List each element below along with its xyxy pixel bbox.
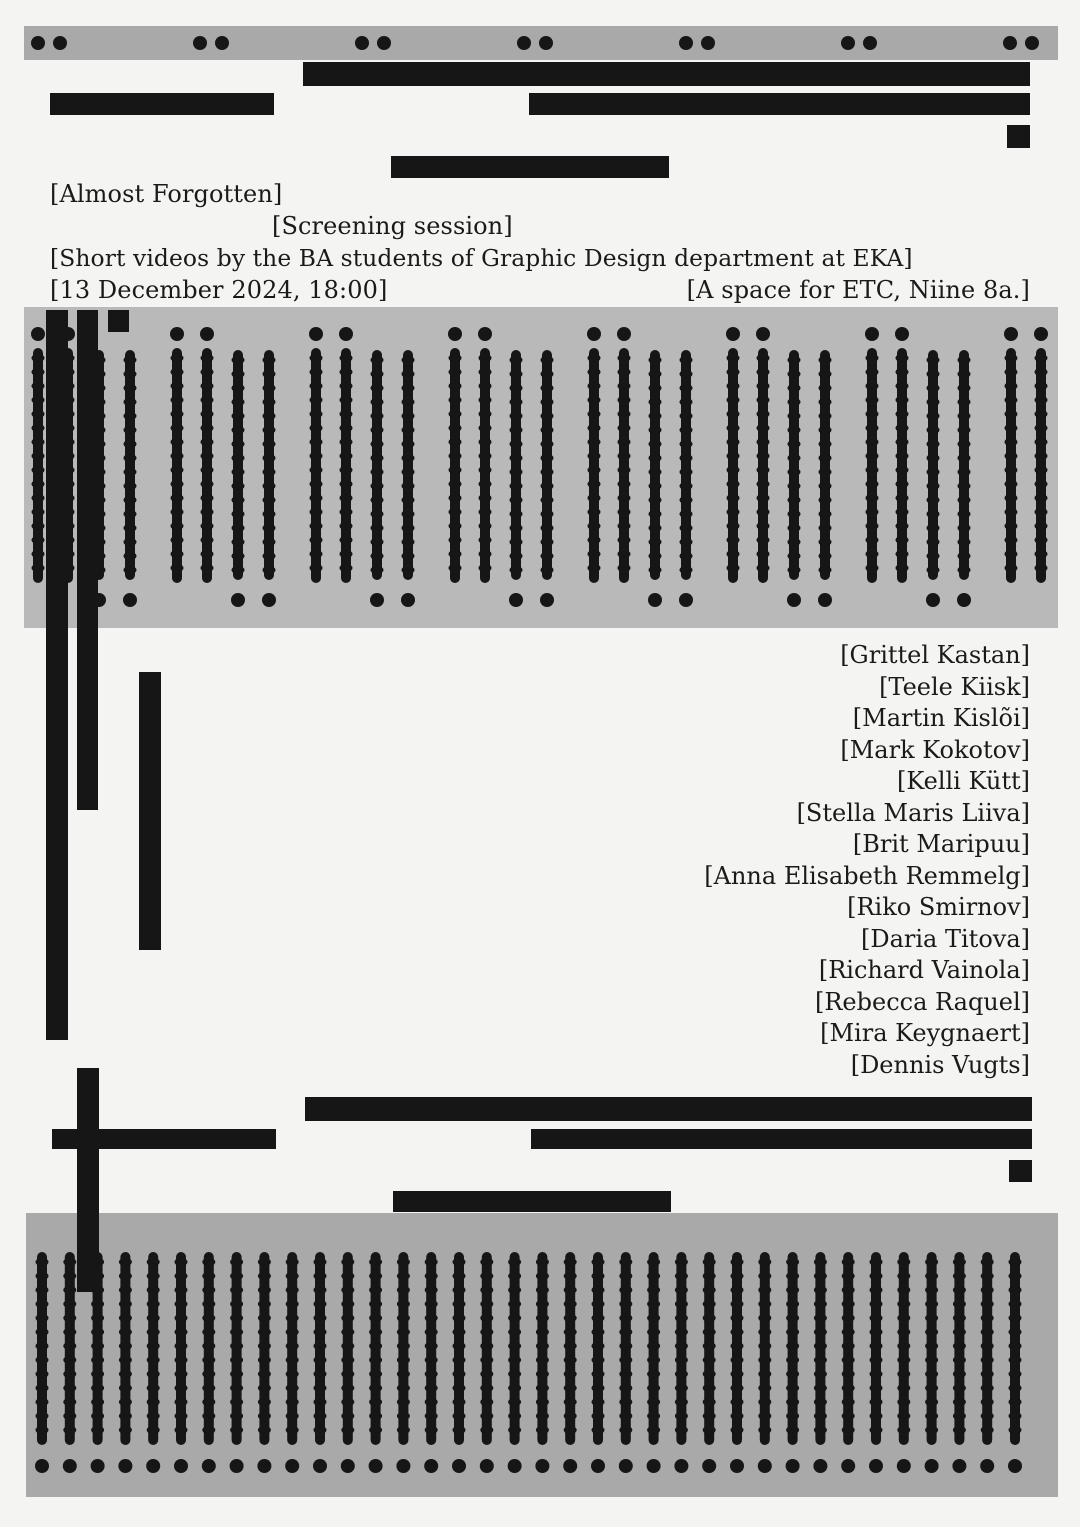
beaded-bar (896, 348, 909, 583)
band-dot (146, 1459, 160, 1473)
band-dot (702, 1459, 716, 1473)
strip-dot (215, 36, 229, 50)
band-dot (1034, 327, 1048, 341)
band-dot (1004, 327, 1018, 341)
band-dot (786, 1459, 800, 1473)
beaded-bar (680, 350, 693, 580)
beaded-bar (647, 1252, 660, 1445)
band-dot (952, 1459, 966, 1473)
band-dot (813, 1459, 827, 1473)
band-dot (897, 1459, 911, 1473)
beaded-bar (508, 1252, 521, 1445)
event-date: [13 December 2024, 18:00] (50, 276, 388, 304)
strip-dot (679, 36, 693, 50)
beaded-bar (541, 350, 554, 580)
event-subtitle: [Screening session] (272, 212, 513, 240)
student-name: [Mark Kokotov] (840, 735, 1030, 764)
beaded-bar (171, 348, 184, 583)
beaded-bar (649, 350, 662, 580)
student-name: [Anna Elisabeth Remmelg] (704, 861, 1030, 890)
beaded-bar (175, 1252, 188, 1445)
band-dot (480, 1459, 494, 1473)
student-name: [Grittel Kastan] (840, 641, 1030, 669)
strip-dot (31, 36, 45, 50)
band-dot (123, 593, 137, 607)
band-dot (91, 1459, 105, 1473)
band-dot (563, 1459, 577, 1473)
vertical-bar-4 (77, 1068, 99, 1292)
beaded-bar (1009, 1252, 1022, 1445)
student-name: [Richard Vainola] (818, 956, 1030, 984)
vertical-square (108, 310, 129, 332)
band-dot (63, 1459, 77, 1473)
student-name: [Martin Kislõi] (852, 704, 1030, 732)
strip-dot (1025, 36, 1039, 50)
beaded-bar (866, 348, 879, 583)
beaded-bar (786, 1252, 799, 1445)
strip-dot (1003, 36, 1017, 50)
beaded-bar (32, 348, 45, 583)
beaded-bar (842, 1252, 855, 1445)
strip-dot (193, 36, 207, 50)
beaded-bar (340, 348, 353, 583)
strip-dot (53, 36, 67, 50)
band-dot (339, 327, 353, 341)
beaded-bar (314, 1252, 327, 1445)
band-dot (869, 1459, 883, 1473)
beaded-bar (230, 1252, 243, 1445)
band-dot (648, 593, 662, 607)
student-name: [Teele Kiisk] (879, 672, 1030, 701)
beaded-bar (402, 350, 415, 580)
beaded-bar (480, 1252, 493, 1445)
student-name: [Brit Maripuu] (852, 830, 1030, 858)
band-dot (1008, 1459, 1022, 1473)
strip-dot (863, 36, 877, 50)
band-dot (591, 1459, 605, 1473)
band-dot (309, 327, 323, 341)
beaded-bar (564, 1252, 577, 1445)
beaded-bar (258, 1252, 271, 1445)
beaded-bar (1035, 348, 1048, 583)
band-dot (726, 327, 740, 341)
vertical-bar-2 (77, 310, 98, 810)
band-dot (202, 1459, 216, 1473)
student-name: [Riko Smirnov] (847, 893, 1030, 921)
band-dot (118, 1459, 132, 1473)
band-dot (619, 1459, 633, 1473)
band-dot (231, 593, 245, 607)
beaded-bar (757, 348, 770, 583)
beaded-bar (925, 1252, 938, 1445)
beaded-bar (232, 350, 245, 580)
beaded-bar (870, 1252, 883, 1445)
band-dot (957, 593, 971, 607)
beaded-bar (453, 1252, 466, 1445)
strip-dot (377, 36, 391, 50)
band-dot (679, 593, 693, 607)
band-dot (647, 1459, 661, 1473)
beaded-bar (371, 350, 384, 580)
band-dot (758, 1459, 772, 1473)
band-dot (369, 1459, 383, 1473)
beaded-bar (618, 348, 631, 583)
beaded-bar (675, 1252, 688, 1445)
beaded-bar (202, 1252, 215, 1445)
band-dot (617, 327, 631, 341)
beaded-bar (36, 1252, 49, 1445)
vertical-bar-1 (46, 310, 68, 1040)
band-dot (452, 1459, 466, 1473)
band-dot (730, 1459, 744, 1473)
beaded-bar (758, 1252, 771, 1445)
student-name: [Stella Maris Liiva] (796, 798, 1030, 827)
band-dot (926, 593, 940, 607)
band-dot (448, 327, 462, 341)
student-list (704, 640, 1030, 1081)
band-dot (478, 327, 492, 341)
event-title: [Almost Forgotten] (50, 180, 283, 208)
beaded-bar (124, 350, 137, 580)
band-dot (424, 1459, 438, 1473)
band-dot (35, 1459, 49, 1473)
band-dot (341, 1459, 355, 1473)
beaded-bar (958, 350, 971, 580)
event-venue: [A space for ETC, Niine 8a.] (686, 276, 1030, 304)
band-dot (841, 1459, 855, 1473)
band-dot (895, 327, 909, 341)
band-dot (509, 593, 523, 607)
band-dot (535, 1459, 549, 1473)
band-dot (756, 327, 770, 341)
band-dot (818, 593, 832, 607)
beaded-bar (588, 348, 601, 583)
beaded-bar (341, 1252, 354, 1445)
beaded-bar (727, 348, 740, 583)
band-dot (587, 327, 601, 341)
strip-dot (841, 36, 855, 50)
band-dot (787, 593, 801, 607)
student-name: [Rebecca Raquel] (814, 987, 1030, 1016)
student-name: [Dennis Vugts] (850, 1050, 1030, 1079)
band-dot (262, 593, 276, 607)
student-name: [Daria Titova] (860, 924, 1030, 953)
strip-dot (539, 36, 553, 50)
band-dot (200, 327, 214, 341)
beaded-bar (510, 350, 523, 580)
band-dot (230, 1459, 244, 1473)
band-dot (401, 593, 415, 607)
band-dot (285, 1459, 299, 1473)
beaded-bar (397, 1252, 410, 1445)
beaded-bar (981, 1252, 994, 1445)
beaded-bar (119, 1252, 132, 1445)
beaded-bar (814, 1252, 827, 1445)
band-dot (31, 327, 45, 341)
beaded-bar (953, 1252, 966, 1445)
beaded-bar (536, 1252, 549, 1445)
strip-dot (517, 36, 531, 50)
strip-dot (355, 36, 369, 50)
beaded-bar (788, 350, 801, 580)
student-name: [Kelli Kütt] (896, 767, 1030, 795)
band-dot (313, 1459, 327, 1473)
beaded-bar (286, 1252, 299, 1445)
band-dot (540, 593, 554, 607)
beaded-bar (897, 1252, 910, 1445)
beaded-bar (425, 1252, 438, 1445)
beaded-bar (1005, 348, 1018, 583)
band-dot (257, 1459, 271, 1473)
beaded-bar (310, 348, 323, 583)
beaded-bar (619, 1252, 632, 1445)
beaded-bar (703, 1252, 716, 1445)
band-dot (980, 1459, 994, 1473)
beaded-bar (263, 350, 276, 580)
beaded-bar (479, 348, 492, 583)
beaded-bar (147, 1252, 160, 1445)
beaded-bar (731, 1252, 744, 1445)
beaded-bar (927, 350, 940, 580)
beaded-bar (819, 350, 832, 580)
band-dot (170, 327, 184, 341)
band-dot (508, 1459, 522, 1473)
beaded-bar (369, 1252, 382, 1445)
student-name: [Mira Keygnaert] (820, 1019, 1030, 1047)
band-dot (370, 593, 384, 607)
beaded-bar (592, 1252, 605, 1445)
band-dot (396, 1459, 410, 1473)
event-description: [Short videos by the BA students of Graphic Design department at EKA] (50, 244, 913, 272)
band-dot (174, 1459, 188, 1473)
beaded-bar (449, 348, 462, 583)
band-dot (925, 1459, 939, 1473)
band-dot (865, 327, 879, 341)
band-dot (674, 1459, 688, 1473)
beaded-bar (201, 348, 214, 583)
vertical-bar-3 (139, 672, 161, 950)
beaded-bar (63, 1252, 76, 1445)
strip-dot (701, 36, 715, 50)
